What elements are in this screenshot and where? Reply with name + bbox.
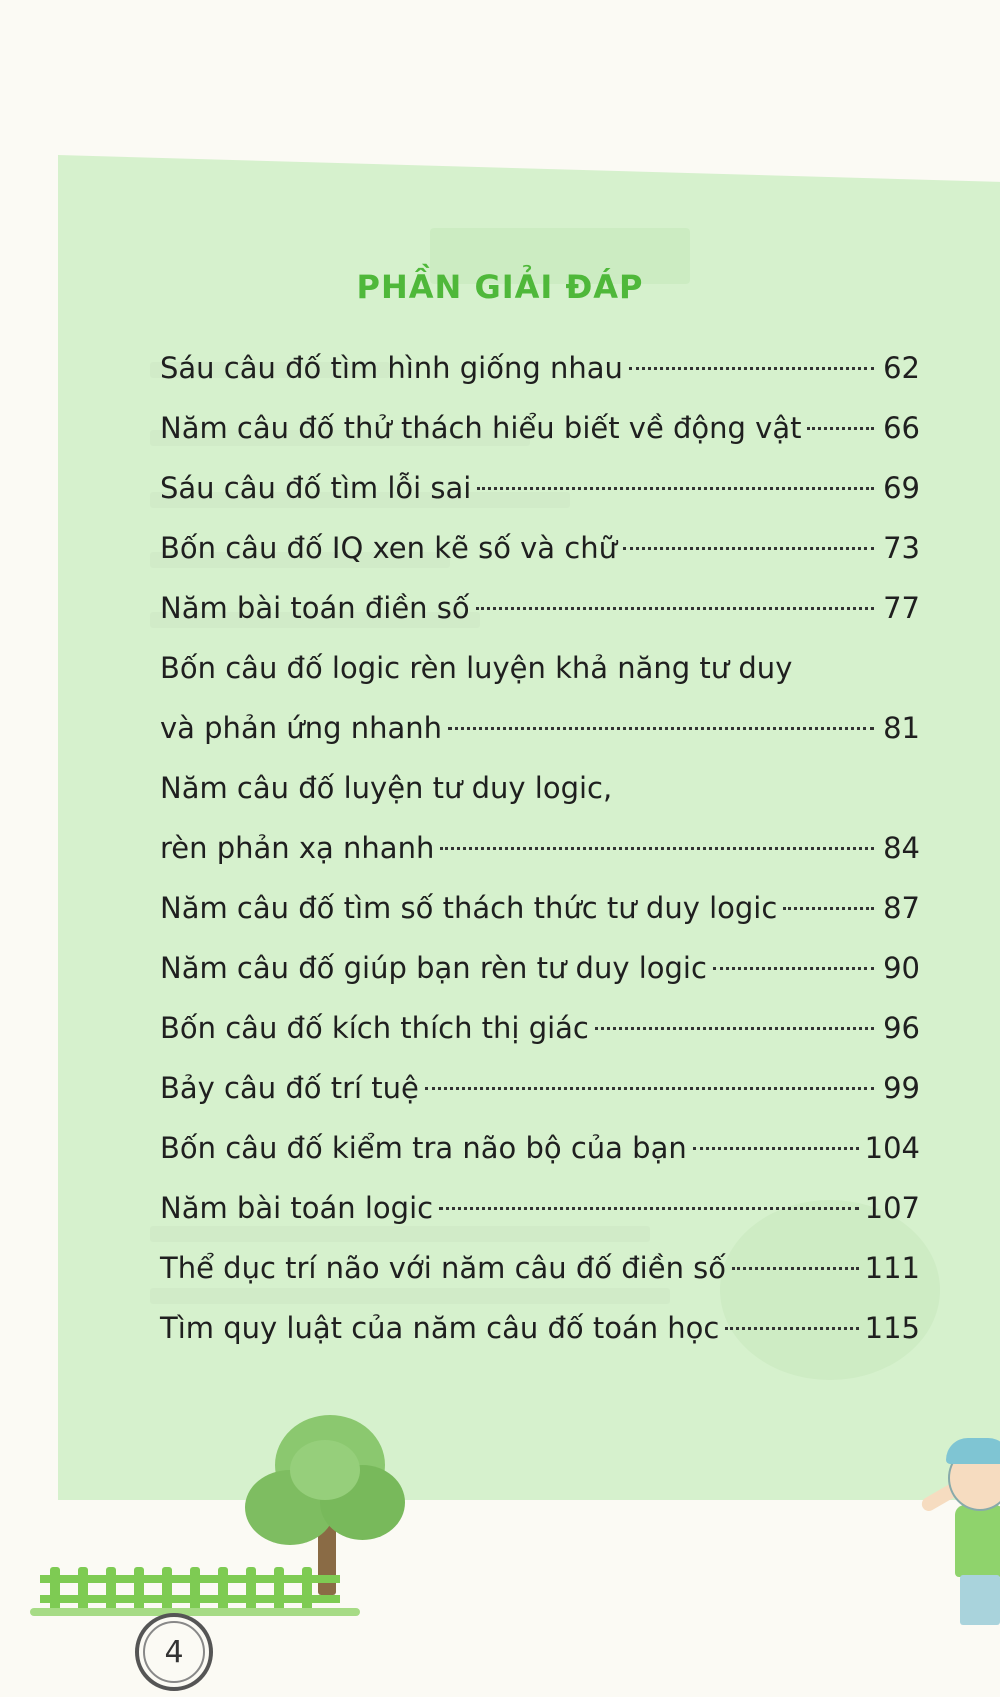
page-number-badge: [135, 1613, 213, 1691]
toc-entry-page: 107: [864, 1191, 920, 1225]
toc-entry-title: Sáu câu đố tìm lỗi sai: [160, 471, 472, 505]
dot-leader: [439, 1207, 859, 1210]
toc-entry[interactable]: [160, 578, 920, 638]
tree-crown: [290, 1440, 360, 1500]
toc-entry-title: Năm bài toán logic: [160, 1191, 434, 1225]
dot-leader: [725, 1327, 858, 1330]
toc-entry-page: 62: [883, 351, 920, 385]
toc-entry[interactable]: [160, 938, 920, 998]
dot-leader: [629, 367, 874, 370]
toc-entry[interactable]: [160, 638, 920, 758]
dot-leader: [693, 1147, 859, 1150]
toc-entry-title: Bốn câu đố kiểm tra não bộ của bạn: [160, 1131, 687, 1165]
dot-leader: [476, 607, 874, 610]
toc-entry-title-line2: rèn phản xạ nhanh: [160, 831, 435, 865]
toc-entry-page: 104: [864, 1131, 920, 1165]
toc-entry[interactable]: [160, 758, 920, 878]
toc-entry-title: Tìm quy luật của năm câu đố toán học: [160, 1311, 720, 1345]
table-of-contents: [160, 338, 920, 1358]
toc-entry-page: 69: [883, 471, 920, 505]
toc-entry[interactable]: [160, 398, 920, 458]
toc-entry-page: 96: [883, 1011, 920, 1045]
toc-entry-title: Sáu câu đố tìm hình giống nhau: [160, 351, 623, 385]
toc-entry-title: Bốn câu đố kích thích thị giác: [160, 1011, 589, 1045]
toc-entry-page: 66: [883, 411, 920, 445]
toc-entry-title: Năm bài toán điền số: [160, 591, 470, 625]
toc-entry-page: 90: [883, 951, 920, 985]
toc-entry-page: 84: [883, 831, 920, 865]
toc-entry[interactable]: [160, 1118, 920, 1178]
dot-leader: [595, 1027, 874, 1030]
dot-leader: [440, 847, 874, 850]
toc-entry-page: 87: [883, 891, 920, 925]
dot-leader: [713, 967, 874, 970]
toc-entry-page: 77: [883, 591, 920, 625]
toc-entry-title-line1: Năm câu đố luyện tư duy logic,: [160, 771, 613, 805]
toc-entry[interactable]: [160, 518, 920, 578]
kid-legs: [960, 1575, 1000, 1625]
toc-entry[interactable]: [160, 1238, 920, 1298]
toc-entry-title: Thể dục trí não với năm câu đố điền số: [160, 1251, 727, 1285]
toc-entry[interactable]: [160, 458, 920, 518]
fence-icon: [40, 1545, 340, 1615]
toc-entry-title: Năm câu đố giúp bạn rèn tư duy logic: [160, 951, 707, 985]
dot-leader: [477, 487, 874, 490]
toc-entry-title: Bảy câu đố trí tuệ: [160, 1071, 419, 1105]
toc-entry-title-line2: và phản ứng nhanh: [160, 711, 442, 745]
toc-entry[interactable]: [160, 878, 920, 938]
toc-entry-title: Năm câu đố tìm số thách thức tư duy logic: [160, 891, 778, 925]
dot-leader: [448, 727, 874, 730]
toc-entry[interactable]: [160, 1058, 920, 1118]
dot-leader: [783, 907, 874, 910]
toc-entry-page: 115: [864, 1311, 920, 1345]
toc-entry-title: Năm câu đố thử thách hiểu biết về động vật: [160, 411, 802, 445]
toc-entry[interactable]: [160, 1298, 920, 1358]
toc-entry-page: 99: [883, 1071, 920, 1105]
kid-hair: [946, 1438, 1000, 1464]
dot-leader: [425, 1087, 874, 1090]
toc-entry-page: 73: [883, 531, 920, 565]
toc-entry-title: Bốn câu đố IQ xen kẽ số và chữ: [160, 531, 618, 565]
dot-leader: [807, 427, 874, 430]
section-title: PHẦN GIẢI ĐÁP: [356, 268, 644, 306]
dot-leader: [732, 1267, 859, 1270]
toc-entry[interactable]: [160, 338, 920, 398]
dot-leader: [623, 547, 874, 550]
kid-body: [955, 1505, 1000, 1577]
toc-entry[interactable]: [160, 998, 920, 1058]
toc-entry[interactable]: [160, 1178, 920, 1238]
page-number: 4: [143, 1621, 205, 1683]
toc-entry-page: 81: [883, 711, 920, 745]
toc-entry-title-line1: Bốn câu đố logic rèn luyện khả năng tư duy: [160, 651, 793, 685]
grass-strip: [30, 1608, 360, 1616]
toc-entry-page: 111: [864, 1251, 920, 1285]
